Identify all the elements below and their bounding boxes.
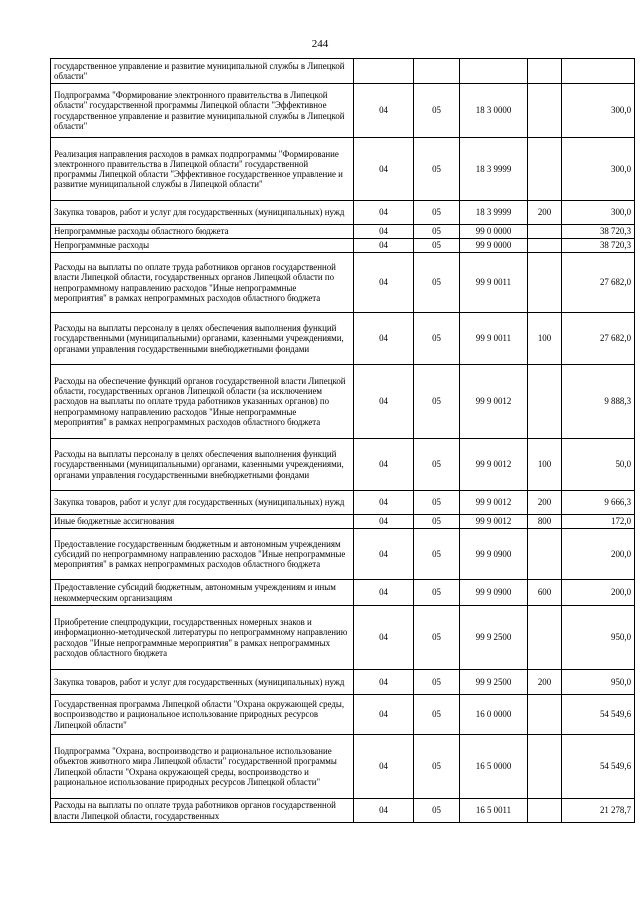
table-row bbox=[51, 201, 635, 225]
amount-cell: 38 720,3 bbox=[562, 225, 635, 239]
page-number: 244 bbox=[311, 38, 329, 50]
amount-cell bbox=[562, 59, 635, 84]
target-article-cell: 99 9 0012 bbox=[460, 515, 528, 529]
subsection-code-cell: 05 bbox=[414, 225, 460, 239]
section-code-cell: 04 bbox=[354, 138, 414, 201]
expense-name-cell: государственное управление и развитие муниципальной службы в Липецкой области" bbox=[51, 59, 354, 84]
section-code-cell: 04 bbox=[354, 253, 414, 313]
section-code-cell: 04 bbox=[354, 365, 414, 439]
subsection-code-cell: 05 bbox=[414, 670, 460, 695]
subsection-code-cell: 05 bbox=[414, 606, 460, 670]
expense-type-cell: 200 bbox=[528, 670, 562, 695]
expense-name-cell: Расходы на выплаты персоналу в целях обеспечения выполнения функций государственными (муниципальными) органами, казенными учреждениями, органами управления государственными внебюджетными фондами bbox=[51, 439, 354, 491]
subsection-code-cell bbox=[414, 59, 460, 84]
amount-cell: 27 682,0 bbox=[562, 253, 635, 313]
target-article-cell: 99 9 0012 bbox=[460, 365, 528, 439]
table-row bbox=[51, 84, 635, 138]
expense-name-cell: Закупка товаров, работ и услуг для государственных (муниципальных) нужд bbox=[51, 491, 354, 515]
expense-name-cell: Расходы на выплаты по оплате труда работников органов государственной власти Липецкой области, государственных органов Липецкой области по непрограммному направлению расходов "Иные непрограммные мероприятия" в рамках непрограммных расходов областного бюджета bbox=[51, 253, 354, 313]
subsection-code-cell: 05 bbox=[414, 799, 460, 823]
target-article-cell: 99 9 2500 bbox=[460, 670, 528, 695]
expense-type-cell: 100 bbox=[528, 439, 562, 491]
section-code-cell: 04 bbox=[354, 515, 414, 529]
amount-cell: 950,0 bbox=[562, 606, 635, 670]
amount-cell: 300,0 bbox=[562, 138, 635, 201]
table-row bbox=[51, 670, 635, 695]
table-row bbox=[51, 239, 635, 253]
amount-cell: 200,0 bbox=[562, 529, 635, 580]
amount-cell: 54 549,6 bbox=[562, 735, 635, 799]
table-row bbox=[51, 515, 635, 529]
expense-type-cell bbox=[528, 529, 562, 580]
subsection-code-cell: 05 bbox=[414, 491, 460, 515]
table-row bbox=[51, 138, 635, 201]
expense-type-cell: 800 bbox=[528, 515, 562, 529]
section-code-cell: 04 bbox=[354, 670, 414, 695]
table-row bbox=[51, 59, 635, 84]
amount-cell: 300,0 bbox=[562, 201, 635, 225]
target-article-cell: 16 5 0000 bbox=[460, 735, 528, 799]
target-article-cell: 99 9 0011 bbox=[460, 253, 528, 313]
target-article-cell: 18 3 9999 bbox=[460, 138, 528, 201]
subsection-code-cell: 05 bbox=[414, 439, 460, 491]
subsection-code-cell: 05 bbox=[414, 313, 460, 365]
target-article-cell: 99 0 0000 bbox=[460, 225, 528, 239]
table-row bbox=[51, 735, 635, 799]
expense-type-cell bbox=[528, 84, 562, 138]
section-code-cell: 04 bbox=[354, 225, 414, 239]
expense-type-cell bbox=[528, 735, 562, 799]
expense-name-cell: Иные бюджетные ассигнования bbox=[51, 515, 354, 529]
target-article-cell: 99 9 0000 bbox=[460, 239, 528, 253]
section-code-cell: 04 bbox=[354, 580, 414, 606]
expense-type-cell bbox=[528, 138, 562, 201]
table-row bbox=[51, 253, 635, 313]
section-code-cell: 04 bbox=[354, 439, 414, 491]
expense-type-cell bbox=[528, 365, 562, 439]
expense-name-cell: Закупка товаров, работ и услуг для государственных (муниципальных) нужд bbox=[51, 201, 354, 225]
expense-name-cell: Предоставление субсидий бюджетным, автономным учреждениям и иным некоммерческим организациям bbox=[51, 580, 354, 606]
expense-name-cell: Расходы на обеспечение функций органов государственной власти Липецкой области, государственных органов Липецкой области (за исключением расходов на выплаты по оплате труда работников указанных органов) по непрограммному направлению расходов "Иные непрограммные мероприятия" в рамках непрограммных расходов областного бюджета bbox=[51, 365, 354, 439]
target-article-cell bbox=[460, 59, 528, 84]
table-row bbox=[51, 606, 635, 670]
budget-table bbox=[50, 58, 635, 823]
target-article-cell: 99 9 2500 bbox=[460, 606, 528, 670]
target-article-cell: 99 9 0012 bbox=[460, 439, 528, 491]
expense-name-cell: Непрограммные расходы областного бюджета bbox=[51, 225, 354, 239]
expense-name-cell: Государственная программа Липецкой области "Охрана окружающей среды, воспроизводство и рациональное использование природных ресурсов Липецкой области" bbox=[51, 695, 354, 735]
table-row bbox=[51, 529, 635, 580]
target-article-cell: 18 3 0000 bbox=[460, 84, 528, 138]
expense-type-cell bbox=[528, 253, 562, 313]
table-row bbox=[51, 799, 635, 823]
section-code-cell: 04 bbox=[354, 799, 414, 823]
table-row bbox=[51, 225, 635, 239]
amount-cell: 27 682,0 bbox=[562, 313, 635, 365]
table-row bbox=[51, 695, 635, 735]
amount-cell: 172,0 bbox=[562, 515, 635, 529]
section-code-cell: 04 bbox=[354, 735, 414, 799]
expense-type-cell: 600 bbox=[528, 580, 562, 606]
subsection-code-cell: 05 bbox=[414, 239, 460, 253]
subsection-code-cell: 05 bbox=[414, 515, 460, 529]
amount-cell: 38 720,3 bbox=[562, 239, 635, 253]
expense-name-cell: Подпрограмма "Формирование электронного правительства в Липецкой области" государственной программы Липецкой области "Эффективное государственное управление и развитие муниципальной службы в Липецкой области" bbox=[51, 84, 354, 138]
amount-cell: 9 888,3 bbox=[562, 365, 635, 439]
expense-name-cell: Расходы на выплаты персоналу в целях обеспечения выполнения функций государственными (муниципальными) органами, казенными учреждениями, органами управления государственными внебюджетными фондами bbox=[51, 313, 354, 365]
expense-name-cell: Закупка товаров, работ и услуг для государственных (муниципальных) нужд bbox=[51, 670, 354, 695]
section-code-cell: 04 bbox=[354, 201, 414, 225]
table-row bbox=[51, 491, 635, 515]
amount-cell: 200,0 bbox=[562, 580, 635, 606]
amount-cell: 21 278,7 bbox=[562, 799, 635, 823]
expense-type-cell bbox=[528, 239, 562, 253]
section-code-cell: 04 bbox=[354, 529, 414, 580]
amount-cell: 50,0 bbox=[562, 439, 635, 491]
expense-type-cell bbox=[528, 799, 562, 823]
target-article-cell: 99 9 0900 bbox=[460, 529, 528, 580]
table-row bbox=[51, 313, 635, 365]
section-code-cell: 04 bbox=[354, 695, 414, 735]
subsection-code-cell: 05 bbox=[414, 735, 460, 799]
target-article-cell: 99 9 0012 bbox=[460, 491, 528, 515]
table-row bbox=[51, 439, 635, 491]
section-code-cell: 04 bbox=[354, 313, 414, 365]
subsection-code-cell: 05 bbox=[414, 695, 460, 735]
expense-type-cell bbox=[528, 695, 562, 735]
table-row bbox=[51, 365, 635, 439]
subsection-code-cell: 05 bbox=[414, 580, 460, 606]
target-article-cell: 99 9 0011 bbox=[460, 313, 528, 365]
section-code-cell: 04 bbox=[354, 606, 414, 670]
section-code-cell bbox=[354, 59, 414, 84]
expense-name-cell: Приобретение спецпродукции, государственных номерных знаков и информационно-методической литературы по непрограммному направлению расходов "Иные непрограммные мероприятия" в рамках непрограммных расходов областного бюджета bbox=[51, 606, 354, 670]
expense-name-cell: Реализация направления расходов в рамках подпрограммы "Формирование электронного правительства в Липецкой области" государственной программы Липецкой области "Эффективное государственное управление и развитие муниципальной службы в Липецкой области" bbox=[51, 138, 354, 201]
amount-cell: 9 666,3 bbox=[562, 491, 635, 515]
expense-name-cell: Расходы на выплаты по оплате труда работников органов государственной власти Липецкой области, государственных bbox=[51, 799, 354, 823]
table-row bbox=[51, 580, 635, 606]
target-article-cell: 16 5 0011 bbox=[460, 799, 528, 823]
subsection-code-cell: 05 bbox=[414, 201, 460, 225]
expense-type-cell bbox=[528, 225, 562, 239]
expense-name-cell: Непрограммные расходы bbox=[51, 239, 354, 253]
expense-type-cell: 200 bbox=[528, 491, 562, 515]
target-article-cell: 18 3 9999 bbox=[460, 201, 528, 225]
expense-type-cell: 100 bbox=[528, 313, 562, 365]
subsection-code-cell: 05 bbox=[414, 138, 460, 201]
expense-name-cell: Подпрограмма "Охрана, воспроизводство и рациональное использование объектов животного мира Липецкой области" государственной программы Липецкой области "Охрана окружающей среды, воспроизводство и рациональное использование природных ресурсов Липецкой области" bbox=[51, 735, 354, 799]
expense-type-cell bbox=[528, 606, 562, 670]
section-code-cell: 04 bbox=[354, 239, 414, 253]
expense-name-cell: Предоставление государственным бюджетным и автономным учреждениям субсидий по непрограммному направлению расходов "Иные непрограммные мероприятия" в рамках непрограммных расходов областного бюджета bbox=[51, 529, 354, 580]
target-article-cell: 16 0 0000 bbox=[460, 695, 528, 735]
subsection-code-cell: 05 bbox=[414, 529, 460, 580]
amount-cell: 300,0 bbox=[562, 84, 635, 138]
target-article-cell: 99 9 0900 bbox=[460, 580, 528, 606]
section-code-cell: 04 bbox=[354, 84, 414, 138]
expense-type-cell: 200 bbox=[528, 201, 562, 225]
section-code-cell: 04 bbox=[354, 491, 414, 515]
amount-cell: 54 549,6 bbox=[562, 695, 635, 735]
budget-table-body bbox=[51, 59, 635, 823]
expense-type-cell bbox=[528, 59, 562, 84]
subsection-code-cell: 05 bbox=[414, 84, 460, 138]
subsection-code-cell: 05 bbox=[414, 253, 460, 313]
amount-cell: 950,0 bbox=[562, 670, 635, 695]
subsection-code-cell: 05 bbox=[414, 365, 460, 439]
